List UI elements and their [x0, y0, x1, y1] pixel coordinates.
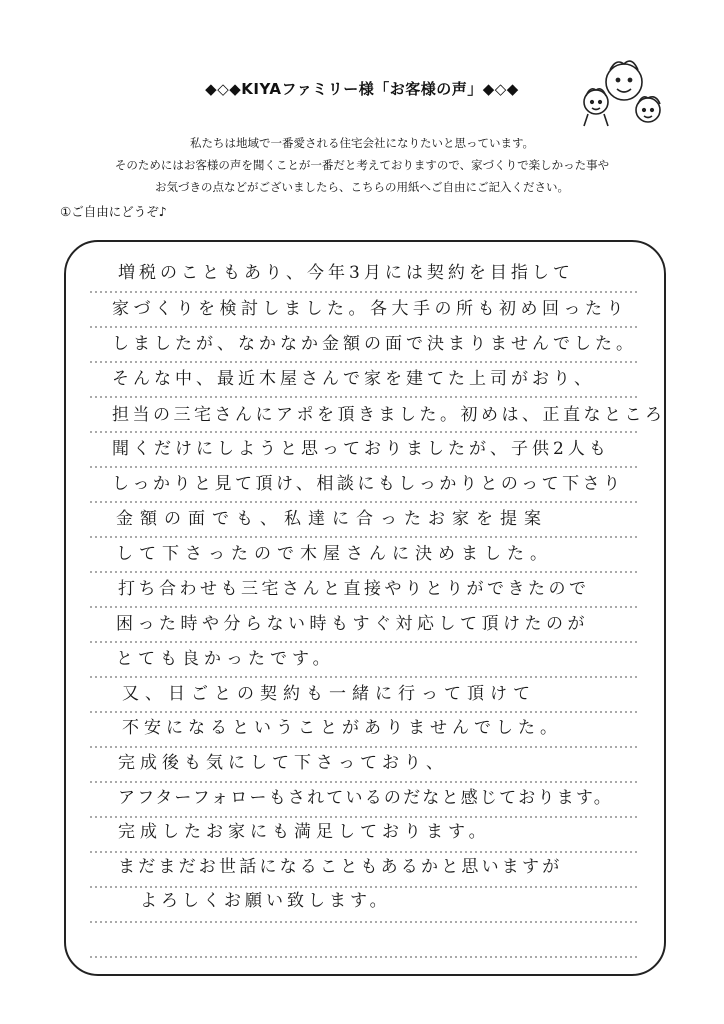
- handwritten-line: 打ち合わせも三宅さんと直接やりとりができたので: [118, 579, 590, 599]
- handwritten-line: そんな中、最近木屋さんで家を建てた上司がおり、: [112, 369, 595, 389]
- handwritten-line: 完成後も気にして下さっており、: [118, 753, 448, 773]
- handwritten-line: 完成したお家にも満足しております。: [118, 822, 491, 842]
- handwritten-line: 増税のこともあり、今年3月には契約を目指して: [118, 263, 574, 283]
- intro-line: そのためにはお客様の声を聞くことが一番だと考えておりますので、家づくりで楽しかった事や: [114, 158, 610, 172]
- intro-line: お気づきの点などがございましたら、こちらの用紙へご自由にご記入ください。: [155, 180, 569, 194]
- handwritten-line: 聞くだけにしようと思っておりましたが、子供2人も: [112, 439, 610, 459]
- handwritten-line: 担当の三宅さんにアポを頂きました。初めは、正直なところ: [112, 405, 666, 425]
- page-title: ◆◇◆KIYAファミリー様「お客様の声」◆◇◆: [205, 80, 519, 98]
- handwritten-line: しっかりと見て頂け、相談にもしっかりとのって下さり: [112, 474, 624, 494]
- handwritten-line: しましたが、なかなか金額の面で決まりませんでした。: [112, 334, 637, 354]
- handwritten-line: アフターフォローもされているのだなと感じております。: [118, 788, 613, 808]
- handwritten-line: 金額の面でも、私達に合ったお家を提案: [116, 509, 548, 529]
- intro-line: 私たちは地域で一番愛される住宅会社になりたいと思っています。: [189, 136, 535, 150]
- free-comment-prompt: ①ご自由にどうぞ♪: [60, 204, 167, 219]
- handwritten-line: 家づくりを検討しました。各大手の所も初め回ったり: [112, 299, 628, 319]
- handwritten-line: とても良かったです。: [116, 649, 335, 669]
- handwritten-line: 困った時や分らない時もすぐ対応して頂けたのが: [116, 614, 589, 634]
- handwritten-line: まだまだお世話になることもあるかと思いますが: [118, 857, 563, 877]
- handwritten-line: して下さったので木屋さんに決めました。: [116, 544, 553, 564]
- handwritten-line: 不安になるということがありませんでした。: [122, 718, 562, 738]
- handwritten-line: 又、日ごとの契約も一緒に行って頂けて: [122, 684, 536, 704]
- handwritten-line: よろしくお願い致します。: [140, 891, 391, 911]
